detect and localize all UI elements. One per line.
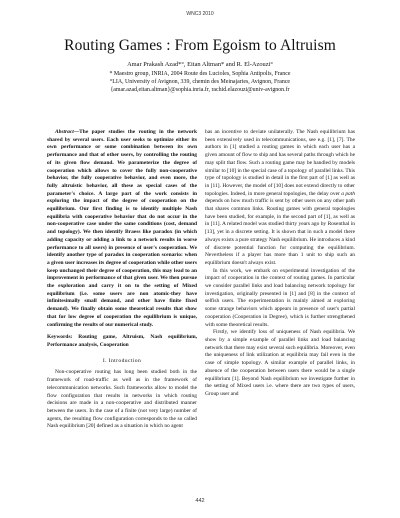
abstract-paragraph xyxy=(47,129,197,329)
paper-title: Routing Games : From Egoism to Altruism xyxy=(64,37,336,54)
affiliation-maestro: * Maestro group, INRIA, 2004 Route des Lucioles, Sophia Antipolis, France xyxy=(109,71,291,77)
abstract-label: Abstract xyxy=(55,129,74,135)
section-heading-introduction: I. Introduction xyxy=(102,357,142,364)
body-text: depends on how much traffic is sent by other users on any other path that shares common links. Routing games with general topologies have been studied, for example, in the second part of [1], as well as in [11]. A related model was studied thirty years ago by Rosenthal in [13], yet in a discrete setting. It is shown that in such a model there always exists a pure strategy Nash equilibrium. He introduces a kind of discrete potential function for computing the equilibrium. Nevertheless if a player has more than 1 unit to ship such an equilibrium doesn't always exist. xyxy=(205,198,355,266)
intro-paragraph: Non-cooperative routing has long been studied both in the framework of road-traffic as well as in the framework of telecommunication networks. Such frameworks allow to model the flow configuration that results in networks in which routing decisions are made in a non-cooperative and distributed manner between the users. In the case of a finite (not very large) number of agents, the resulting flow configuration corresponds to the so called Nash equilibrium [20] defined as a situation in which no agent xyxy=(47,369,197,430)
affiliation-lia: °LIA, University of Avignon, 339, chemin des Meinajaries, Avignon, France xyxy=(109,79,291,85)
author-emails: {amar.azad,eitan.altman}@sophia.inria.fr, rachid.elazouzi@univ-avignon.fr xyxy=(110,87,290,93)
keywords-line: Keywords: Routing game, Altruism, Nash equilibrium, Performance analysis, Cooperation xyxy=(47,334,197,348)
author-list: Amar Prakash Azad*°, Eitan Altman* and R. El-Azouzi° xyxy=(127,61,273,68)
emphasis-text: a path xyxy=(341,190,355,197)
right-column xyxy=(205,129,355,399)
conference-header: WNC3 2010 xyxy=(186,11,214,17)
body-paragraph-2: In this work, we embark on experimental investigation of the impact of cooperation in the context of routing games. In particular we consider parallel links and load balancing network topology for investigation, originally presented in [1] and [8] in the context of selfish users. The experimentation is mainly aimed at exploring some strange behaviors which appears in presence of user's partial cooperation (Cooperation in Degree), which is further strengthened with some theoretical results. xyxy=(205,267,355,328)
body-paragraph-3: Firstly, we identify loss of uniqueness of Nash equilibria. We show by a simple example of parallel links and load balancing network that there may exist several such equilibria. Moreover, even the uniqueness of link utilization at equilibria may fail even in the case of simple topology. A similar example of parallel links, in absence of the cooperation between users there would be a single equilibrium [1]. Beyond Nash equilibrium we investigate further in the setting of Mixed users i.e. where there are two types of users, Group user and xyxy=(205,329,355,397)
body-text: has an incentive to deviate unilaterally. The Nash equilibrium has been extensively used in telecommunications, see e.g. [1], [7]. The authors in [1] studied a routing games in which each user has a given amount of flow to ship and has several paths through which he may split that flow. Such a routing game may be handled by models similar to [10] in the special case of a topology of parallel links. This type of topology is studied in detail in the first part of [1] as well as in [11]. However, the model of [10] does not extend directly to other topologies. Indeed, in more general topologies, the delay over xyxy=(205,129,355,197)
abstract-text: —The paper studies the routing in the network shared by several users. Each user seeks to optimize either its own performance or some combination between its own performance and that of other users, by controlling the routing of its given flow demand. We parameterize the degree of cooperation which allows to cover the fully non-cooperative behavior, the fully cooperative behavior, and even more, the fully altruistic behavior, all these as special cases of the parameter's choice. A large part of the work consists in exploring the impact of the degree of cooperation on the equilibrium. Our first finding is to identify multiple Nash equilibria with cooperative behavior that do not occur in the non-cooperative case under the same conditions (cost, demand and topology). We then identify Braess like paradox (in which adding capacity or adding a link to a network results in worse performance to all users) in presence of user's cooperation. We identify another type of paradox in cooperation scenario: when a given user increases its degree of cooperation while other users keep unchanged their degree of cooperation, this may lead to an improvement in performance of that given user. We then pursue the exploration and carry it on to the setting of Mixed equilibrium (i.e. some users are non atomic-they have infinitesimally small demand, and other have finite fixed demand). We finally obtain some theoretical results that show that for low degree of cooperation the equilibrium is unique, confirming the results of our numerical study. xyxy=(47,129,197,328)
left-column xyxy=(47,129,197,431)
page-number: 442 xyxy=(195,498,205,504)
body-paragraph-1 xyxy=(205,129,355,268)
